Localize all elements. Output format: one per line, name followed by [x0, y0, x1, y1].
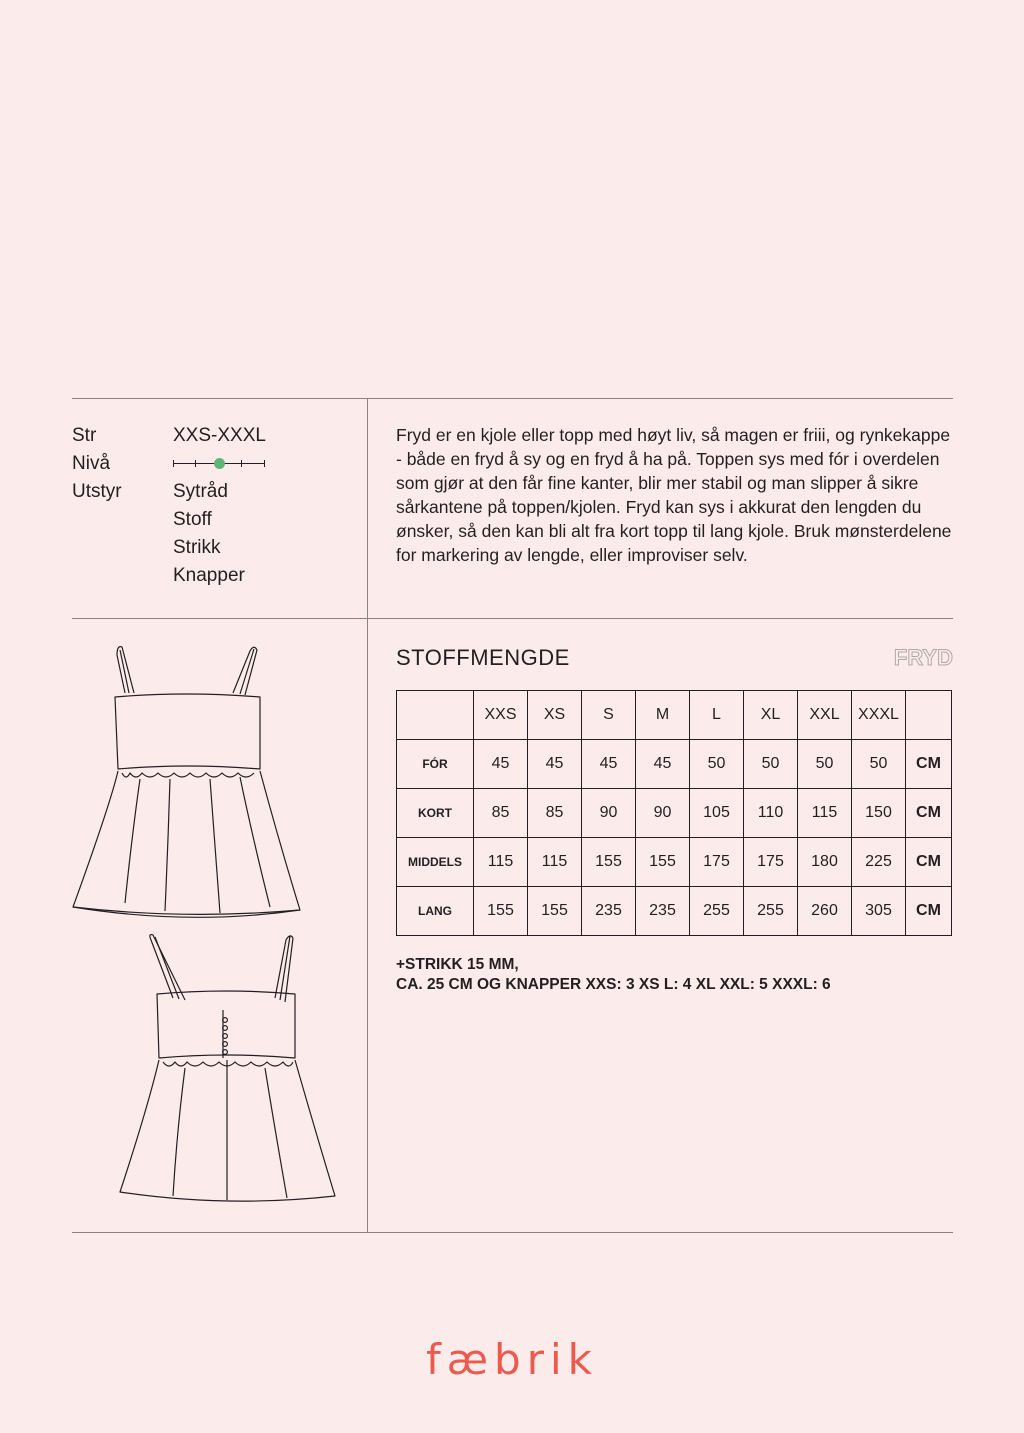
table-cell: 90: [582, 789, 636, 838]
table-cell: 115: [474, 838, 528, 887]
table-cell: 155: [474, 887, 528, 936]
spec-values: [173, 422, 266, 590]
note-line: CA. 25 CM OG KNAPPER XXS: 3 XS L: 4 XL XXL: 5 XXXL: 6: [396, 976, 831, 993]
table-cell: 175: [690, 838, 744, 887]
table-cell: 90: [636, 789, 690, 838]
table-cell: 150: [852, 789, 906, 838]
table-cell: 235: [582, 887, 636, 936]
level-label: Nivå: [72, 453, 111, 474]
bottom-divider: [72, 1232, 953, 1233]
row-label: FÓR: [397, 740, 474, 789]
fabric-note: [396, 955, 831, 995]
row-label: KORT: [397, 789, 474, 838]
level-scale: [173, 450, 265, 478]
level-tick: [195, 460, 196, 467]
table-cell: 155: [528, 887, 582, 936]
row-label: MIDDELS: [397, 838, 474, 887]
header-corner: [397, 691, 474, 740]
size-header: L: [690, 691, 744, 740]
table-row: [397, 887, 952, 936]
table-cell: 45: [528, 740, 582, 789]
unit-cell: CM: [906, 838, 952, 887]
table-cell: 45: [636, 740, 690, 789]
unit-cell: CM: [906, 887, 952, 936]
table-cell: 45: [582, 740, 636, 789]
table-cell: 50: [690, 740, 744, 789]
level-indicator: [173, 450, 266, 478]
note-line: +STRIKK 15 MM,: [396, 956, 519, 973]
front-garment-sketch: [70, 645, 370, 925]
back-garment-sketch: [115, 930, 345, 1210]
size-header: M: [636, 691, 690, 740]
unit-cell: CM: [906, 740, 952, 789]
row-label: LANG: [397, 887, 474, 936]
equipment-item: Sytråd: [173, 481, 228, 502]
table-cell: 105: [690, 789, 744, 838]
table-header-row: [397, 691, 952, 740]
level-tick: [173, 460, 174, 467]
brand-logo: fæbrik: [426, 1335, 598, 1384]
equipment-item: Stoff: [173, 509, 212, 530]
section-title: STOFFMENGDE: [396, 645, 570, 670]
table-cell: 225: [852, 838, 906, 887]
top-divider: [72, 398, 953, 399]
size-header: XL: [744, 691, 798, 740]
size-range: XXS-XXXL: [173, 425, 266, 446]
size-label: Str: [72, 425, 97, 446]
table-cell: 305: [852, 887, 906, 936]
table-cell: 85: [474, 789, 528, 838]
table-cell: 50: [798, 740, 852, 789]
table-cell: 255: [690, 887, 744, 936]
table-cell: 45: [474, 740, 528, 789]
table-cell: 50: [852, 740, 906, 789]
size-header: S: [582, 691, 636, 740]
pattern-description: Fryd er en kjole eller topp med høyt liv, så magen er friii, og rynkekappe - både en fryd å sy og en fryd å ha på. Toppen sys med fór i overdelen som gjør at den får fine kanter, blir mer stabil og man slipper å sikre sårkantene på toppen/kjolen. Fryd kan sys i akkurat den lengden du ønsker, så den kan bli alt fra kort topp til lang kjole. Bruk mønsterdelene for markering av lengde, eller improviser selv.: [396, 425, 952, 565]
table-row: [397, 838, 952, 887]
equipment-item: Strikk: [173, 537, 221, 558]
level-tick: [241, 460, 242, 467]
table-row: [397, 740, 952, 789]
middle-divider: [72, 618, 953, 619]
header-unit-empty: [906, 691, 952, 740]
table-cell: 115: [528, 838, 582, 887]
table-cell: 260: [798, 887, 852, 936]
table-cell: 155: [582, 838, 636, 887]
equipment-item: Knapper: [173, 565, 245, 586]
size-header: XXL: [798, 691, 852, 740]
table-cell: 180: [798, 838, 852, 887]
table-cell: 115: [798, 789, 852, 838]
level-tick: [264, 460, 265, 467]
size-header: XXXL: [852, 691, 906, 740]
level-dot: [214, 458, 225, 469]
spec-labels: [72, 422, 122, 506]
table-cell: 175: [744, 838, 798, 887]
fabric-table: [396, 690, 952, 936]
table-row: [397, 789, 952, 838]
equipment-label: Utstyr: [72, 481, 122, 502]
table-cell: 50: [744, 740, 798, 789]
table-cell: 235: [636, 887, 690, 936]
unit-cell: CM: [906, 789, 952, 838]
table-cell: 155: [636, 838, 690, 887]
pattern-name: FRYD: [893, 645, 953, 670]
size-header: XS: [528, 691, 582, 740]
table-cell: 85: [528, 789, 582, 838]
table-cell: 255: [744, 887, 798, 936]
size-header: XXS: [474, 691, 528, 740]
table-cell: 110: [744, 789, 798, 838]
